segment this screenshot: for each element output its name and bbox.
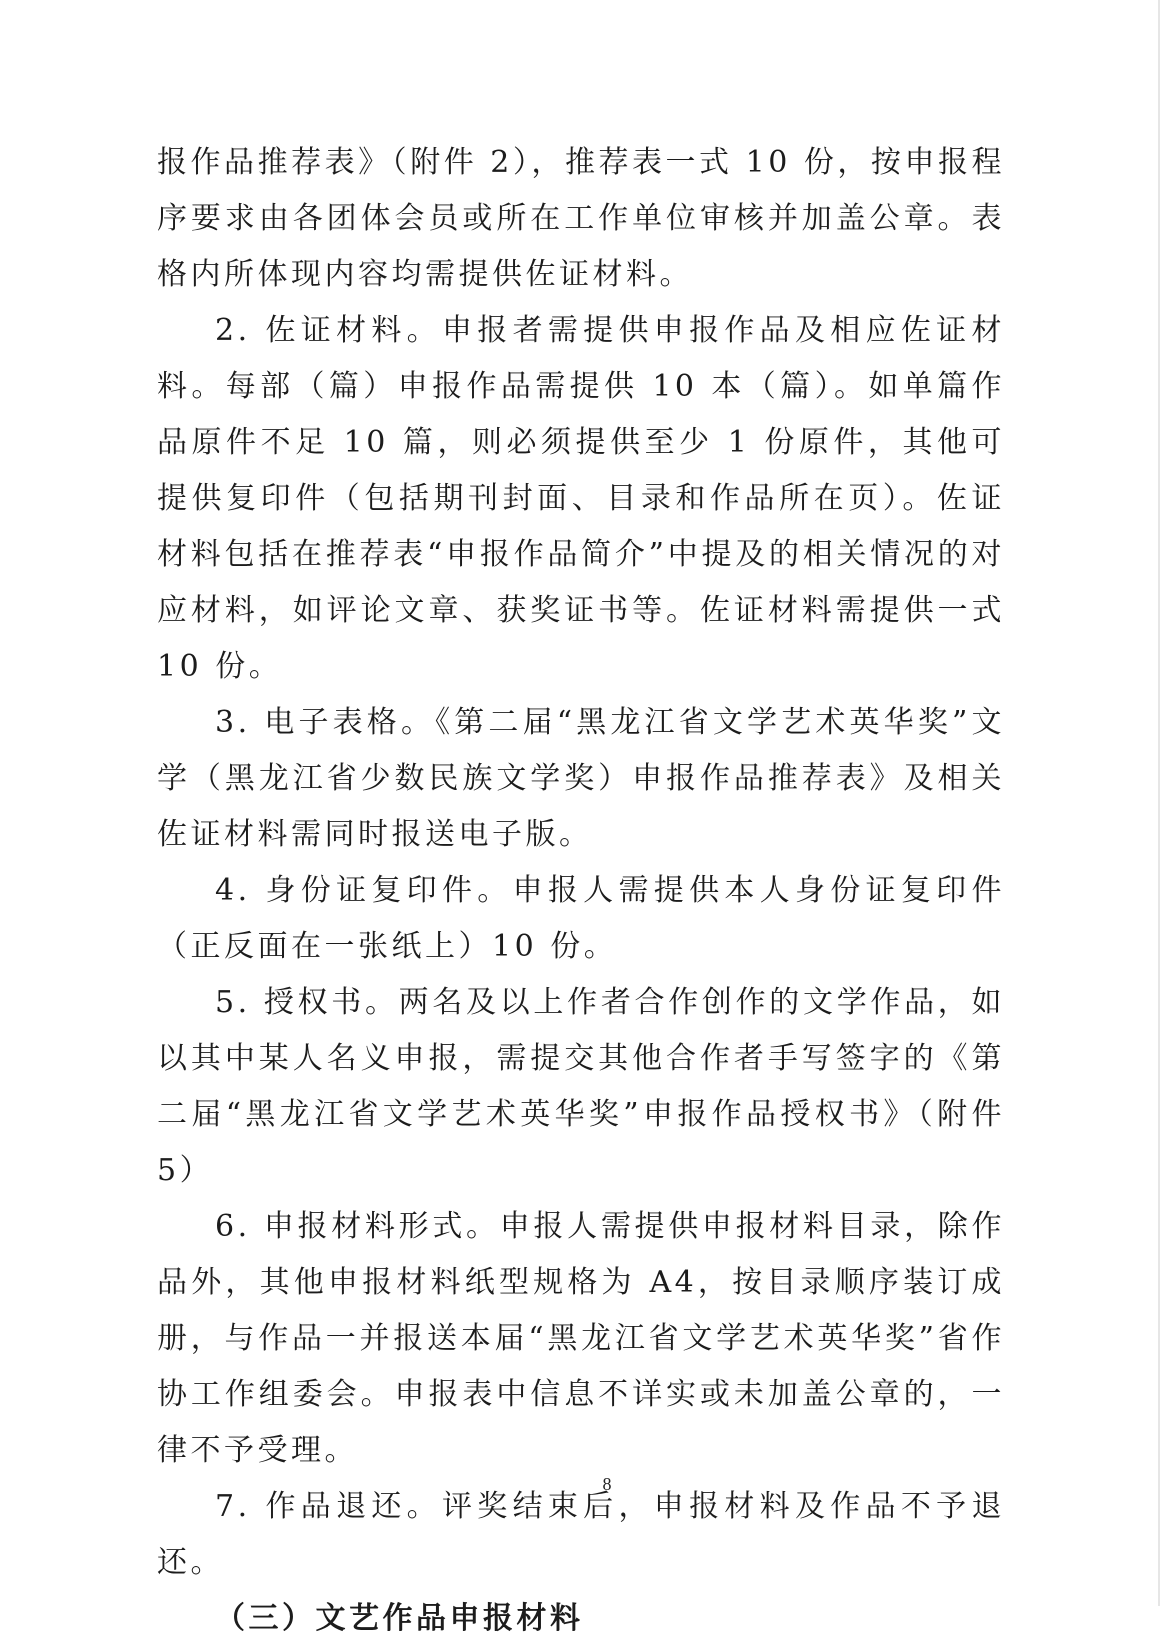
- paragraph-authorization: 5. 授权书。两名及以上作者合作创作的文学作品，如以其中某人名义申报，需提交其他合作者手写签字的《第二届“黑龙江省文学艺术英华奖”申报作品授权书》（附件 5）: [157, 985, 1005, 1188]
- paragraph-work-return: 7. 作品退还。评奖结束后，申报材料及作品不予退还。: [157, 1489, 1005, 1580]
- section-heading: （三）文艺作品申报材料: [215, 1601, 584, 1636]
- paragraph-continuation: 报作品推荐表》（附件 2），推荐表一式 10 份，按申报程序要求由各团体会员或所在工作单位审核并加盖公章。表格内所体现内容均需提供佐证材料。: [157, 145, 1005, 292]
- body-text: [157, 135, 1005, 1647]
- paragraph-evidence-materials: 2. 佐证材料。申报者需提供申报作品及相应佐证材料。每部（篇）申报作品需提供 10 本（篇）。如单篇作品原件不足 10 篇，则必须提供至少 1 份原件，其他可提供复印件（包括期刊封面、目录和作品所在页）。佐证材料包括在推荐表“申报作品简介”中提及的相关情况的对应材料，如评论文章、获奖证书等。佐证材料需提供一式 10 份。: [157, 313, 1005, 684]
- page-number: 8: [602, 1474, 612, 1494]
- paragraph-id-copy: 4. 身份证复印件。申报人需提供本人身份证复印件（正反面在一张纸上）10 份。: [157, 873, 1005, 964]
- paragraph-electronic-forms: 3. 电子表格。《第二届“黑龙江省文学艺术英华奖”文学（黑龙江省少数民族文学奖）申报作品推荐表》及相关佐证材料需同时报送电子版。: [157, 705, 1005, 852]
- paragraph-material-format: 6. 申报材料形式。申报人需提供申报材料目录，除作品外，其他申报材料纸型规格为 A4，按目录顺序装订成册，与作品一并报送本届“黑龙江省文学艺术英华奖”省作协工作组委会。申报表中信息不详实或未加盖公章的，一律不予受理。: [157, 1209, 1005, 1468]
